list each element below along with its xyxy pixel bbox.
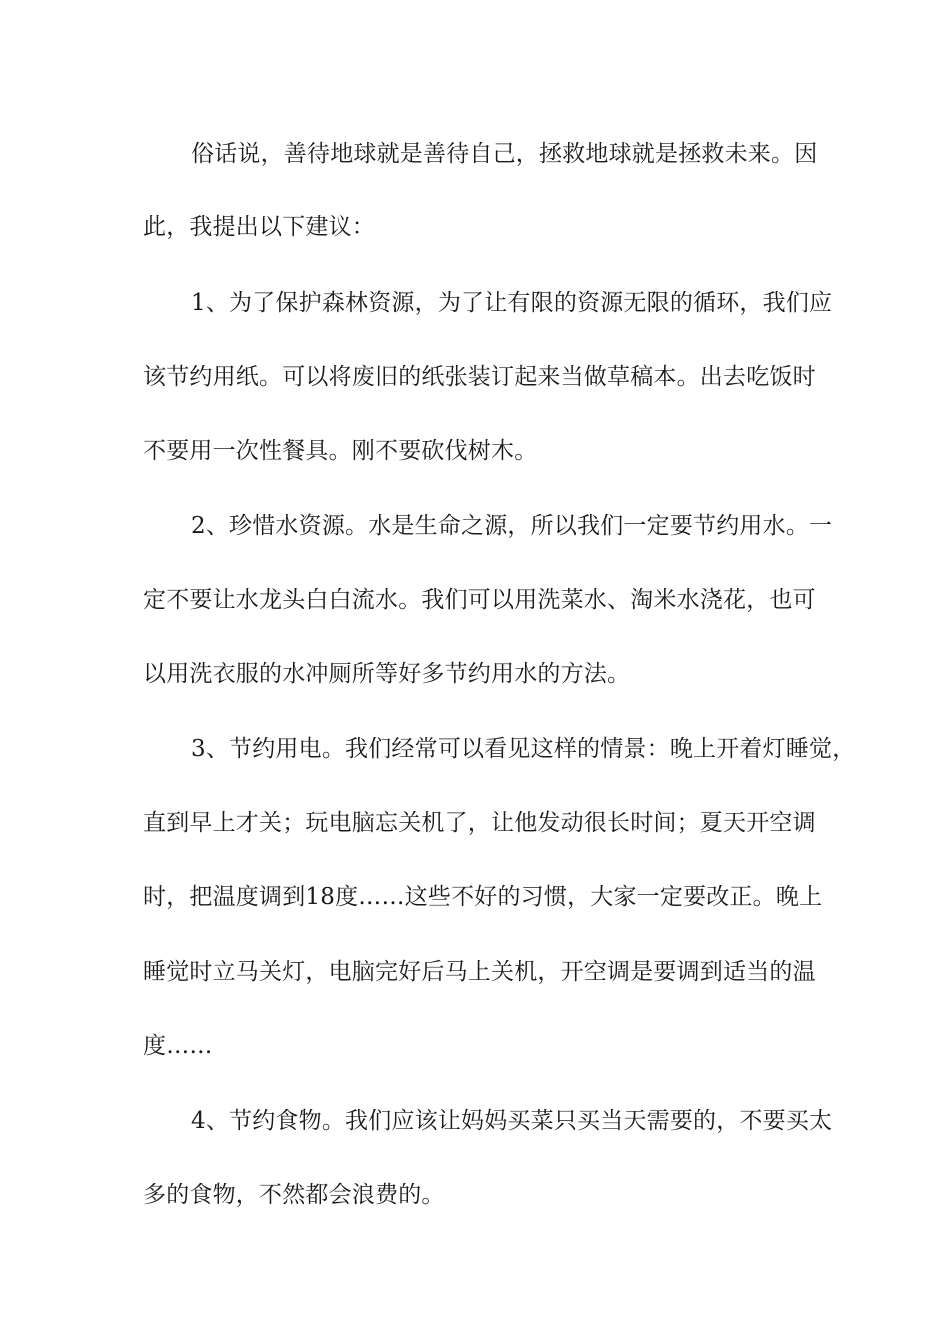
paragraph-water-line-1: 2、珍惜水资源。水是生命之源，所以我们一定要节约用水。一 [191, 513, 833, 539]
paragraph-forest-line-2: 该节约用纸。可以将废旧的纸张装订起来当做草稿本。出去吃饭时 [143, 364, 816, 390]
paragraph-electricity-line-1: 3、节约用电。我们经常可以看见这样的情景：晚上开着灯睡觉， [191, 736, 856, 762]
paragraph-forest-line-1: 1、为了保护森林资源，为了让有限的资源无限的循环，我们应 [191, 290, 833, 316]
paragraph-food-line-2: 多的食物，不然都会浪费的。 [143, 1182, 445, 1208]
paragraph-electricity-line-5: 度…… [143, 1033, 213, 1059]
paragraph-forest-line-3: 不要用一次性餐具。刚不要砍伐树木。 [143, 438, 538, 464]
paragraph-intro-line-1: 俗话说，善待地球就是善待自己，拯救地球就是拯救未来。因 [191, 141, 818, 167]
paragraph-electricity-line-3: 时，把温度调到18度……这些不好的习惯，大家一定要改正。晚上 [143, 884, 823, 910]
paragraph-intro-line-2: 此，我提出以下建议： [143, 214, 375, 240]
paragraph-electricity-line-4: 睡觉时立马关灯，电脑完好后马上关机，开空调是要调到适当的温 [143, 959, 816, 985]
paragraph-water-line-2: 定不要让水龙头白白流水。我们可以用洗菜水、淘米水浇花，也可 [143, 587, 816, 613]
paragraph-water-line-3: 以用洗衣服的水冲厕所等好多节约用水的方法。 [143, 661, 631, 687]
paragraph-food-line-1: 4、节约食物。我们应该让妈妈买菜只买当天需要的，不要买太 [191, 1108, 833, 1134]
paragraph-electricity-line-2: 直到早上才关；玩电脑忘关机了，让他发动很长时间；夏天开空调 [143, 810, 816, 836]
